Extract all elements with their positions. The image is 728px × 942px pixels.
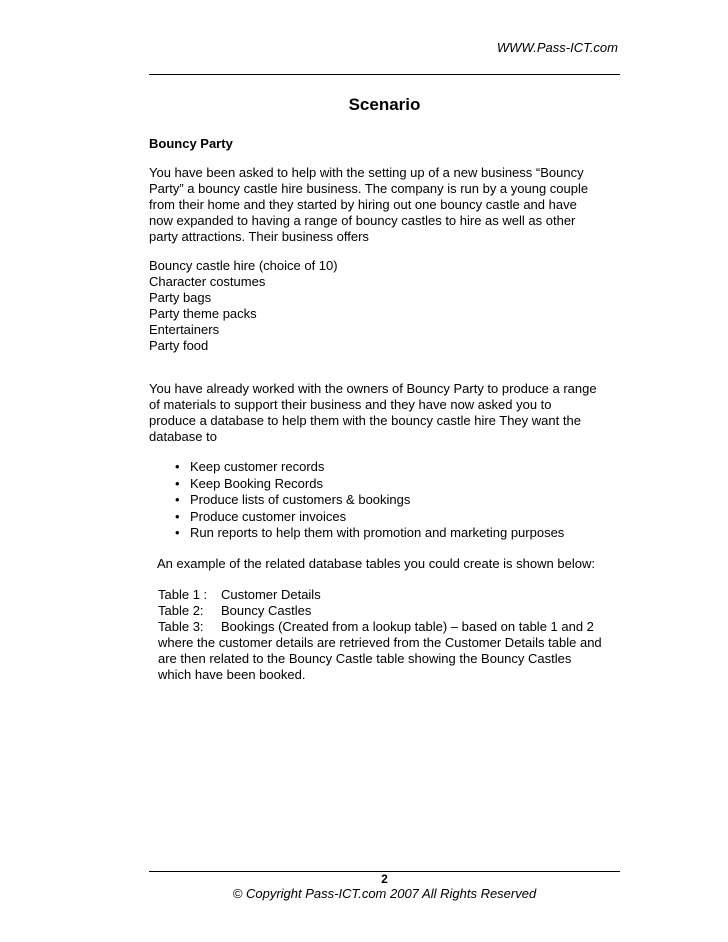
table-label: Table 1 : [158,587,208,602]
table-row [158,603,628,619]
context-line: produce a database to help them with the bouncy castle hire They want the [149,413,581,428]
context-paragraph [149,381,624,445]
intro-line: You have been asked to help with the setting up of a new business “Bouncy [149,165,584,180]
bullet-icon: • [175,525,180,540]
list-item [175,459,564,476]
table-name: Customer Details [221,587,321,602]
table-description-line: which have been booked. [158,667,306,682]
list-item-text: Keep Booking Records [190,475,323,491]
copyright-notice: © Copyright Pass-ICT.com 2007 All Rights Reserved [232,886,537,901]
example-intro: An example of the related database tables you could create is shown below: [157,556,595,571]
context-line: database to [149,429,217,444]
list-item [175,525,564,542]
bullet-icon: • [175,459,180,474]
bullet-icon: • [175,475,180,491]
page-title: Scenario [348,95,421,114]
header-url: WWW.Pass-ICT.com [496,40,618,55]
list-item-text: Produce customer invoices [190,508,347,524]
table-label: Table 2: [158,603,204,618]
bullet-icon: • [175,508,180,524]
offer-item: Party theme packs [149,306,257,321]
database-tables-list [158,587,628,683]
table-row [158,619,628,635]
list-item-text: Produce lists of customers & bookings [190,492,411,507]
offers-list [149,258,624,354]
header-divider [149,74,620,75]
table-description-line: are then related to the Bouncy Castle table showing the Bouncy Castles [158,651,572,666]
table-label: Table 3: [158,619,204,634]
list-item [175,509,564,526]
intro-line: Party” a bouncy castle hire business. The company is run by a young couple [149,181,589,196]
table-name: Bookings (Created from a lookup table) – based on table 1 and 2 [221,619,594,634]
list-item-text: Run reports to help them with promotion and marketing purposes [190,525,565,540]
intro-line: from their home and they started by hiring out one bouncy castle and have [149,197,577,212]
context-line: You have already worked with the owners of Bouncy Party to produce a range [149,381,597,396]
offer-item: Entertainers [149,322,220,337]
section-subtitle: Bouncy Party [149,136,233,151]
offer-item: Bouncy castle hire (choice of 10) [149,258,338,273]
list-item [175,492,564,509]
offer-item: Character costumes [149,274,266,289]
intro-paragraph [149,165,624,245]
requirements-list [175,459,564,542]
list-item [175,476,564,493]
offer-item: Party bags [149,290,212,305]
table-name: Bouncy Castles [221,603,312,618]
offer-item: Party food [149,338,209,353]
intro-line: party attractions. Their business offers [149,229,369,244]
page-number: 2 [381,872,388,886]
bullet-icon: • [175,492,180,507]
table-description-line: where the customer details are retrieved from the Customer Details table and [158,635,602,650]
context-line: of materials to support their business and they have now asked you to [149,397,552,412]
table-row [158,587,628,603]
intro-line: now expanded to having a range of bouncy castles to hire as well as other [149,213,576,228]
list-item-text: Keep customer records [190,459,325,474]
